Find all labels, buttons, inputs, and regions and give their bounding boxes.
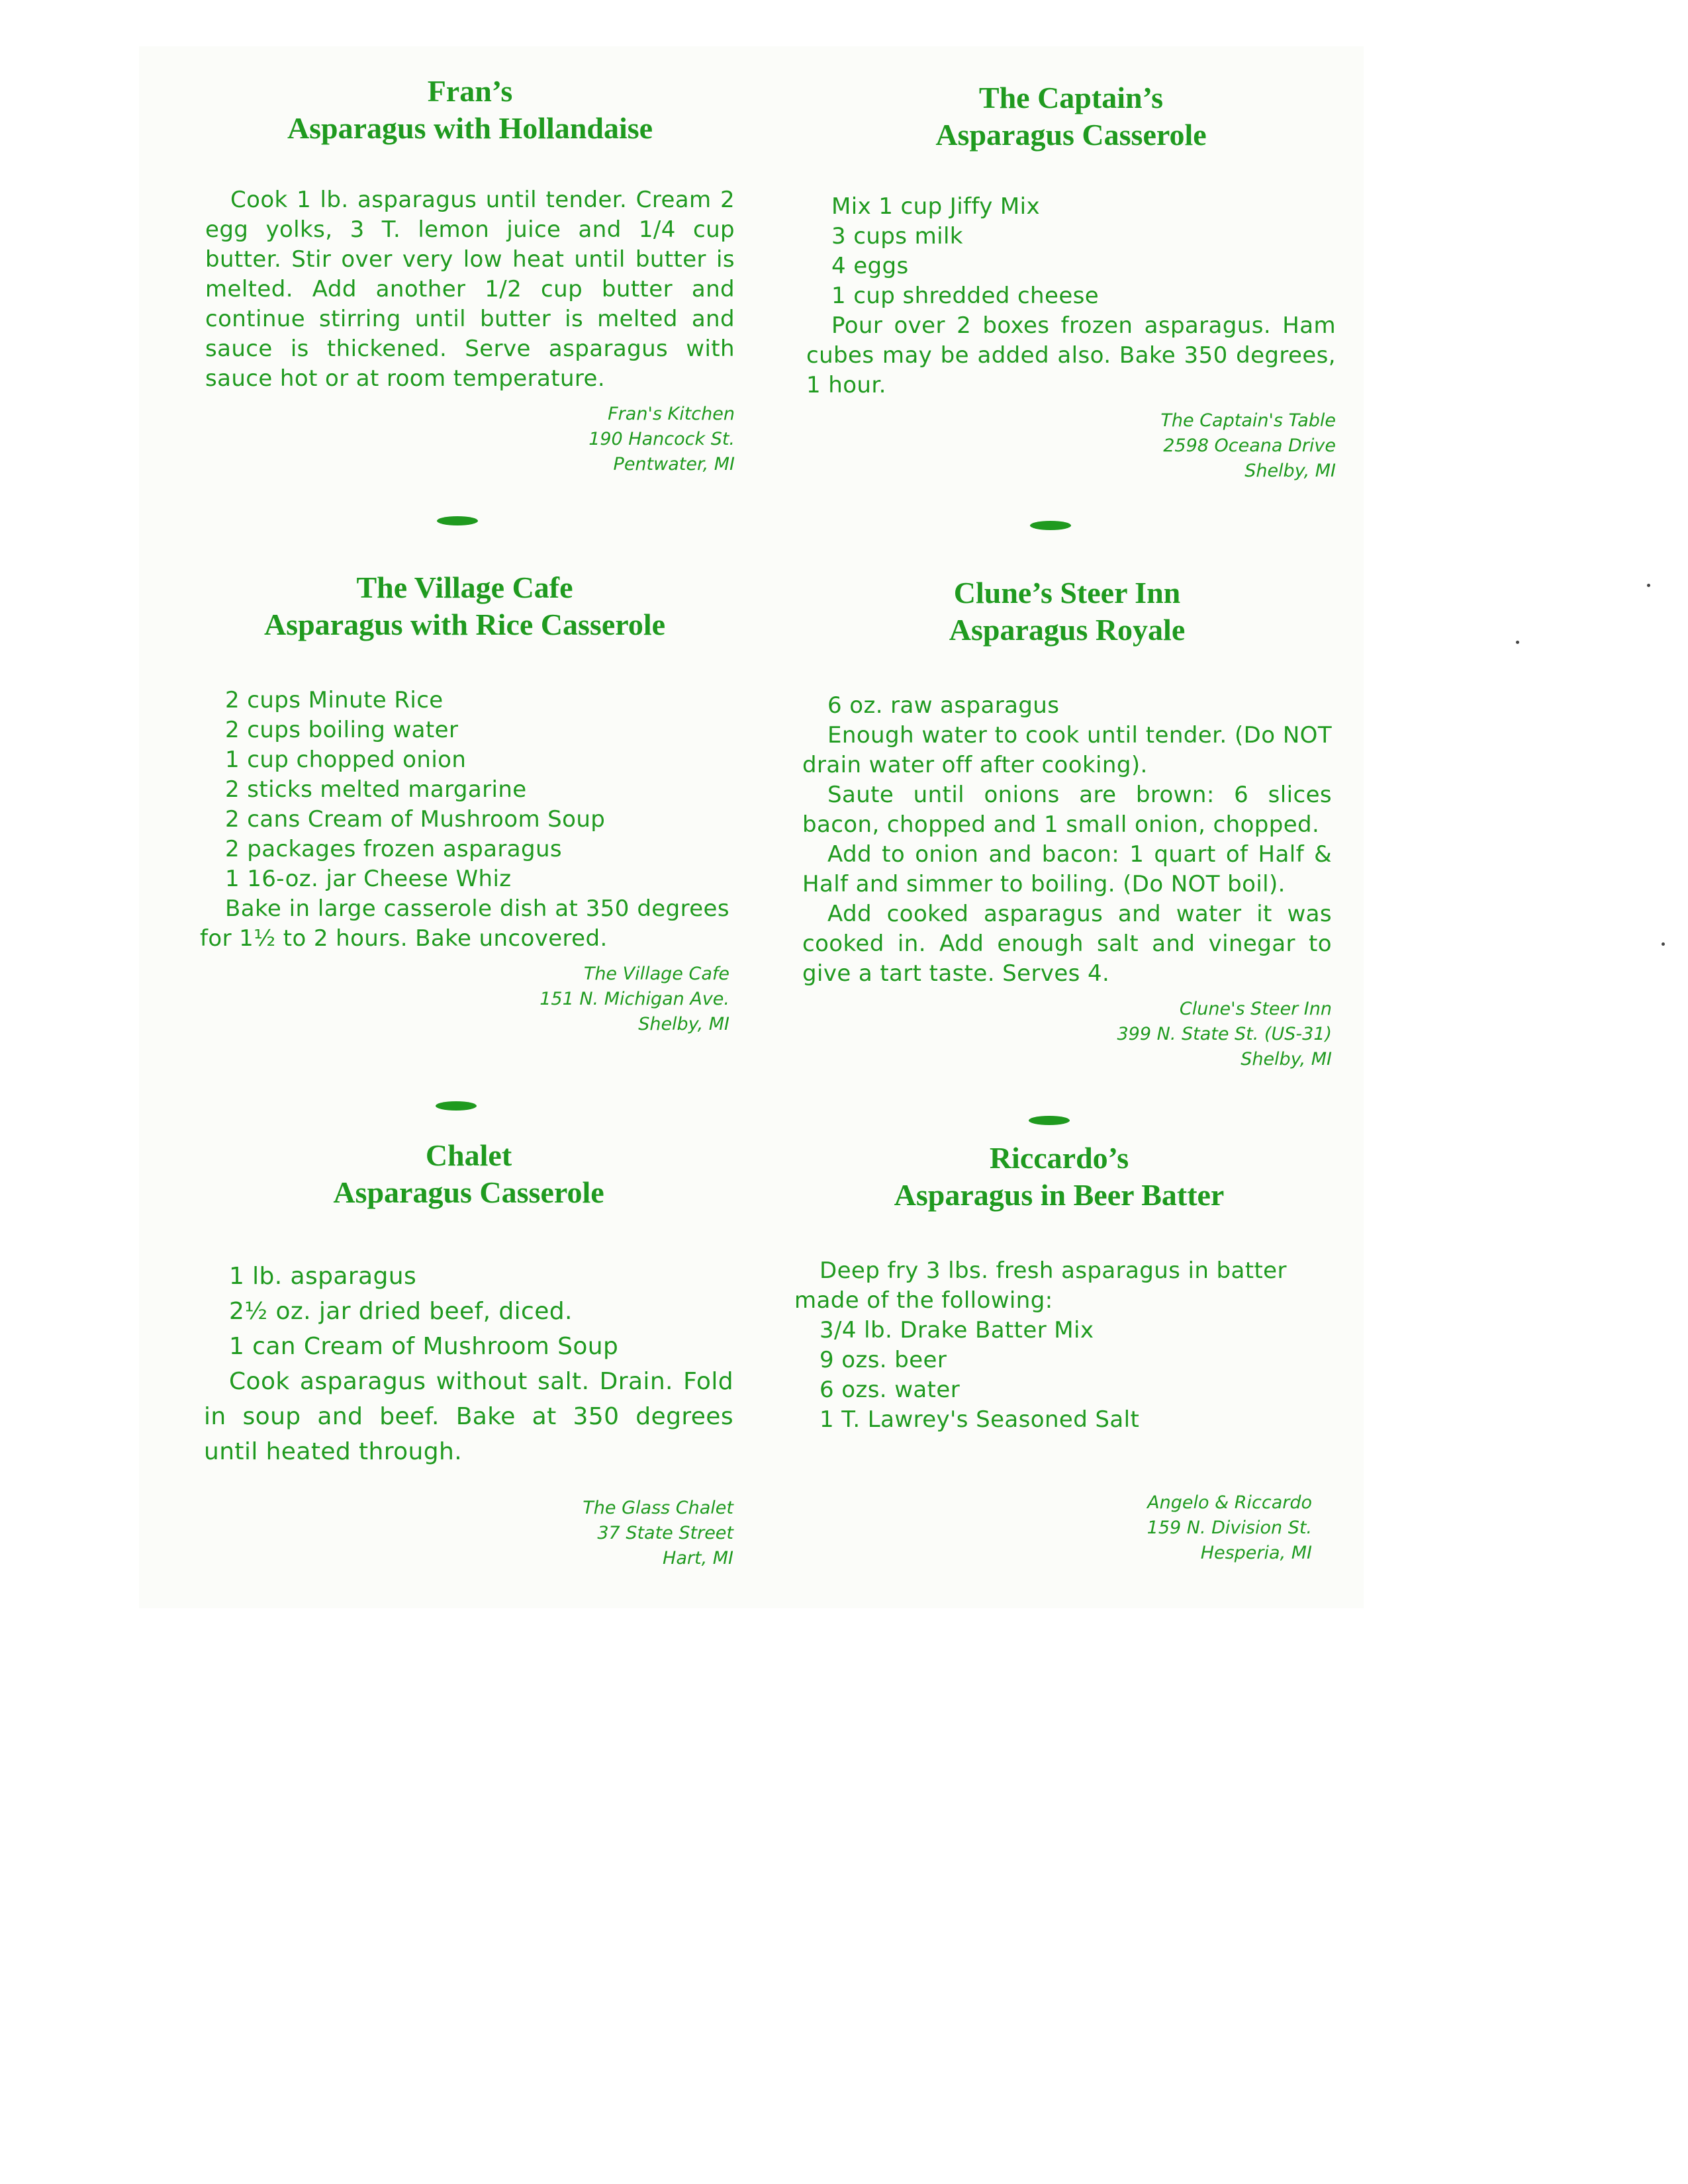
recipe-paragraph: Add cooked asparagus and water it was cooked in. Add enough salt and vinegar to give a tart taste. Serves 4. [802,901,1332,987]
scan-speck [1662,942,1665,946]
restaurant-city: Shelby, MI [1244,461,1336,481]
recipe-paragraph: Bake in large casserole dish at 350 degrees for 1½ to 2 hours. Bake uncovered. [200,895,729,952]
recipe-subtitle: Asparagus with Rice Casserole [263,608,666,641]
ingredient-line: 6 oz. raw asparagus [827,692,1060,719]
ingredient-line: 1 16-oz. jar Cheese Whiz [225,866,512,892]
recipe-body [204,1259,733,1469]
ingredient-line: 1 T. Lawrey's Seasoned Salt [820,1406,1140,1433]
restaurant-street: 190 Hancock St. [588,429,735,449]
restaurant-address [802,997,1332,1072]
restaurant-name: The Captain's Table [1160,410,1336,431]
recipe-chalet [204,1137,733,1571]
recipe-body [794,1256,1324,1435]
recipe-subtitle: Asparagus with Hollandaise [287,111,653,145]
recipe-paragraph: Cook 1 lb. asparagus until tender. Cream 2 egg yolks, 3 T. lemon juice and 1/4 cup butter. Stir over very low heat until butter is melted. Add another 1/2 cup butter and continue stirring until butter is melted and sauce is thickened. Serve asparagus with sauce hot or at room temperature. [205,187,735,392]
restaurant-name: Clune's Steer Inn [1179,999,1332,1019]
ingredient-line: 1 lb. asparagus [229,1263,417,1290]
recipe-title: Chalet [425,1138,512,1172]
divider-dash [437,516,478,525]
ingredient-line: 1 cup chopped onion [225,747,467,773]
restaurant-street: 151 N. Michigan Ave. [539,989,729,1009]
restaurant-name: Fran's Kitchen [608,404,735,424]
scan-speck [1516,641,1519,644]
restaurant-street: 2598 Oceana Drive [1163,435,1336,456]
recipe-body [806,192,1336,400]
divider-dash [1029,1116,1070,1125]
recipe-title: Clune’s Steer Inn [953,576,1181,610]
ingredient-line: 2 cups Minute Rice [225,687,444,713]
ingredient-line: 9 ozs. beer [820,1347,947,1373]
ingredient-line: 2 packages frozen asparagus [225,836,563,862]
restaurant-street: 37 State Street [597,1523,733,1543]
ingredient-line: 2 cups boiling water [225,717,459,743]
recipe-paragraph: Deep fry 3 lbs. fresh asparagus in batter made of the following: [794,1257,1287,1314]
restaurant-street: 399 N. State St. (US-31) [1117,1024,1332,1044]
divider-dash [1030,521,1071,530]
ingredient-line: 1 can Cream of Mushroom Soup [229,1333,619,1360]
restaurant-address [204,1496,733,1571]
ingredient-line: 1 cup shredded cheese [831,283,1100,309]
recipe-paragraph: Cook asparagus without salt. Drain. Fold in soup and beef. Bake at 350 degrees until heated through. [204,1368,733,1465]
restaurant-address [205,402,735,477]
restaurant-address [806,408,1336,484]
recipe-body [802,691,1332,989]
recipe-title: The Captain’s [978,81,1164,114]
ingredient-line: Mix 1 cup Jiffy Mix [831,193,1041,220]
recipe-body [205,185,735,394]
restaurant-city: Pentwater, MI [613,454,735,475]
ingredient-line: 3 cups milk [831,223,963,250]
recipe-body [200,686,729,954]
recipe-paragraph: Pour over 2 boxes frozen asparagus. Ham cubes may be added also. Bake 350 degrees, 1 hour. [806,312,1336,398]
recipe-subtitle: Asparagus Casserole [333,1175,604,1209]
recipe-subtitle: Asparagus in Beer Batter [894,1178,1225,1212]
restaurant-city: Shelby, MI [638,1014,729,1034]
recipe-frans [205,73,735,477]
restaurant-city: Hart, MI [663,1548,733,1569]
ingredient-line: 2½ oz. jar dried beef, diced. [229,1298,573,1325]
restaurant-city: Shelby, MI [1241,1049,1332,1069]
restaurant-name: Angelo & Riccardo [1147,1492,1312,1513]
recipe-captains [806,79,1336,484]
recipe-title: The Village Cafe [356,570,573,604]
recipe-clunes-steer-inn [802,574,1332,1072]
ingredient-line: 6 ozs. water [820,1377,961,1403]
scan-speck [1647,584,1650,587]
restaurant-street: 159 N. Division St. [1147,1518,1312,1538]
restaurant-city: Hesperia, MI [1200,1543,1312,1563]
ingredient-line: 3/4 lb. Drake Batter Mix [820,1317,1094,1343]
recipe-riccardos [794,1140,1324,1566]
divider-dash [436,1101,477,1111]
recipe-village-cafe [200,569,729,1037]
ingredient-line: 2 sticks melted margarine [225,776,527,803]
recipe-paragraph: Saute until onions are brown: 6 slices bacon, chopped and 1 small onion, chopped. [802,782,1332,838]
restaurant-address [794,1490,1324,1566]
recipe-paragraph: Enough water to cook until tender. (Do NOT drain water off after cooking). [802,722,1332,778]
recipe-title: Riccardo’s [989,1141,1129,1175]
restaurant-name: The Glass Chalet [583,1498,733,1518]
ingredient-line: 4 eggs [831,253,909,279]
ingredient-line: 2 cans Cream of Mushroom Soup [225,806,606,833]
recipe-title: Fran’s [427,74,513,108]
recipe-subtitle: Asparagus Casserole [935,118,1207,152]
restaurant-name: The Village Cafe [583,964,729,984]
restaurant-address [200,962,729,1037]
recipe-paragraph: Add to onion and bacon: 1 quart of Half & Half and simmer to boiling. (Do NOT boil). [802,841,1332,897]
recipe-subtitle: Asparagus Royale [949,613,1186,647]
